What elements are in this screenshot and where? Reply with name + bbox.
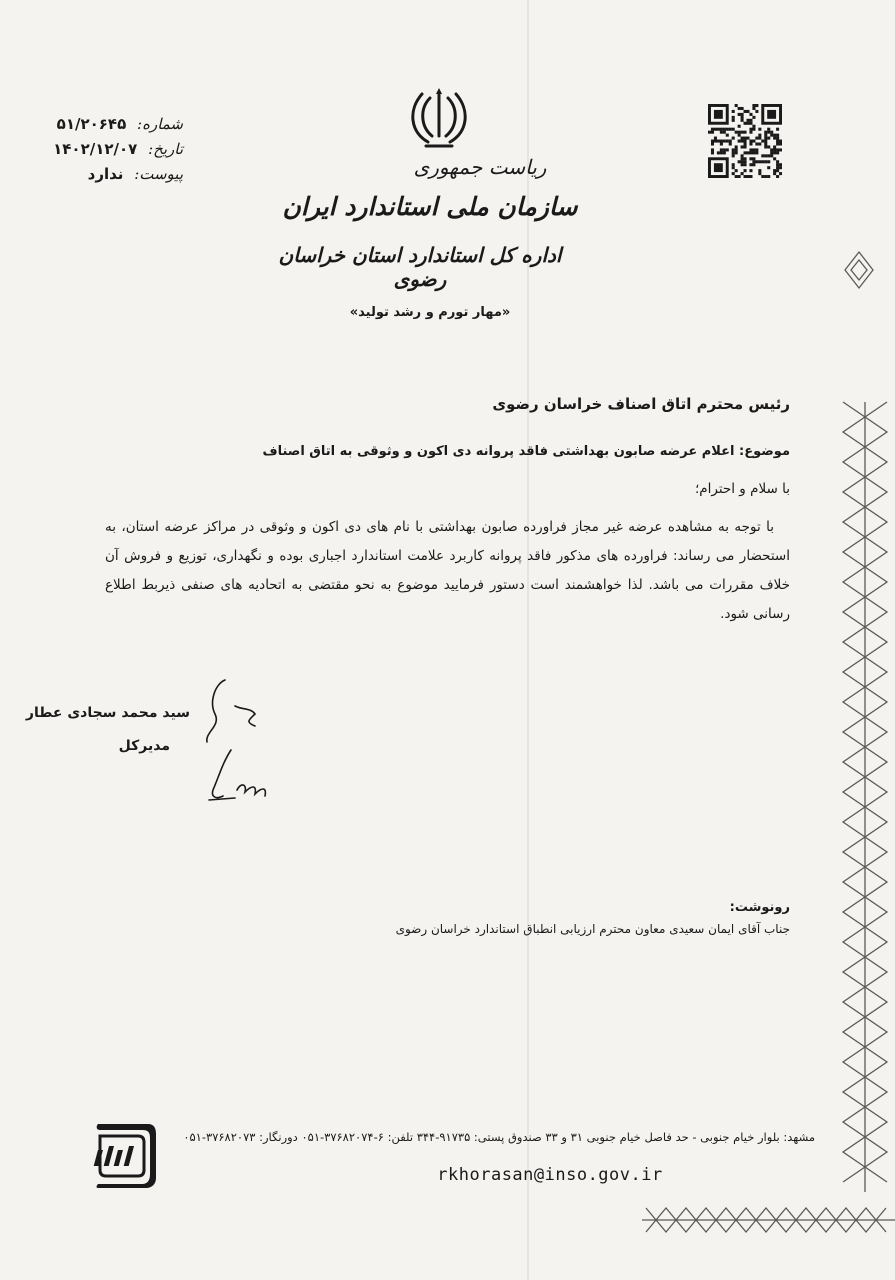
- date-value: ۱۴۰۲/۱۲/۰۷: [53, 140, 138, 158]
- greeting: با سلام و احترام؛: [694, 481, 790, 497]
- number-label: شماره:: [137, 115, 183, 133]
- signatory-name: سید محمد سجادی عطار: [25, 705, 190, 721]
- date-label: تاریخ:: [148, 140, 183, 158]
- qr-code-icon: [708, 104, 782, 178]
- cc-recipient: جناب آقای ایمان سعیدی معاون محترم ارزیابی انطباق استاندارد خراسان رضوی: [395, 922, 790, 936]
- recipient: رئیس محترم اتاق اصناف خراسان رضوی: [492, 395, 790, 413]
- letter-metadata: [13, 112, 183, 187]
- letter-body: [105, 513, 790, 629]
- footer-email[interactable]: rkhorasan@inso.gov.ir: [437, 1165, 663, 1185]
- presidency-title: ریاست جمهوری: [413, 155, 547, 179]
- iran-emblem-icon: [408, 86, 470, 156]
- decorative-border-right: [835, 232, 895, 1232]
- department-name: اداره کل استاندارد استان خراسان رضوی: [278, 243, 562, 291]
- signatory-title: مدیرکل: [118, 738, 170, 754]
- decorative-border-bottom: [642, 1200, 895, 1240]
- cc-label: رونوشت:: [729, 900, 790, 915]
- signature-scrawl: [195, 672, 305, 807]
- subject-line: موضوع: اعلام عرضه صابون بهداشتی فاقد پروانه دی اکون و وثوقی به اتاق اصناف: [262, 444, 790, 459]
- attachment-label: پیوست:: [134, 165, 183, 183]
- organization-name: سازمان ملی استاندارد ایران: [282, 192, 578, 221]
- letter-body-text: با توجه به مشاهده عرضه غیر مجاز فراورده صابون بهداشتی با نام های دی اکون و وثوقی در مراکز عرضه استان، به استحضار می رساند: فراورده های مذکور فاقد پروانه کاربرد علامت استاندارد اجباری بوده و نگهداری، توزیع و فروش آن خلاف مقررات می باشد. لذا خواهشمند است دستور فرمایید موضوع به نحو مقتضی به اتحادیه های صنفی ذیربط اطلاع رسانی شود.: [105, 519, 790, 622]
- attachment-value: ندارد: [87, 165, 124, 183]
- letter-number: [13, 112, 183, 137]
- year-slogan: «مهار تورم و رشد تولید»: [349, 305, 511, 320]
- letter-attachment: [13, 162, 183, 187]
- letter-date: [13, 137, 183, 162]
- number-value: ۵۱/۲۰۶۴۵: [56, 115, 127, 133]
- footer-address: مشهد: بلوار خیام جنوبی - حد فاصل خیام جنوبی ۳۱ و ۳۳ صندوق پستی: ۹۱۷۳۵-۳۴۴ تلفن: ۶-۳۷۶۸۲۰۷۴-۰۵۱ دورنگار: ۳۷۶۸۲۰۷۳-۰۵۱: [183, 1130, 815, 1144]
